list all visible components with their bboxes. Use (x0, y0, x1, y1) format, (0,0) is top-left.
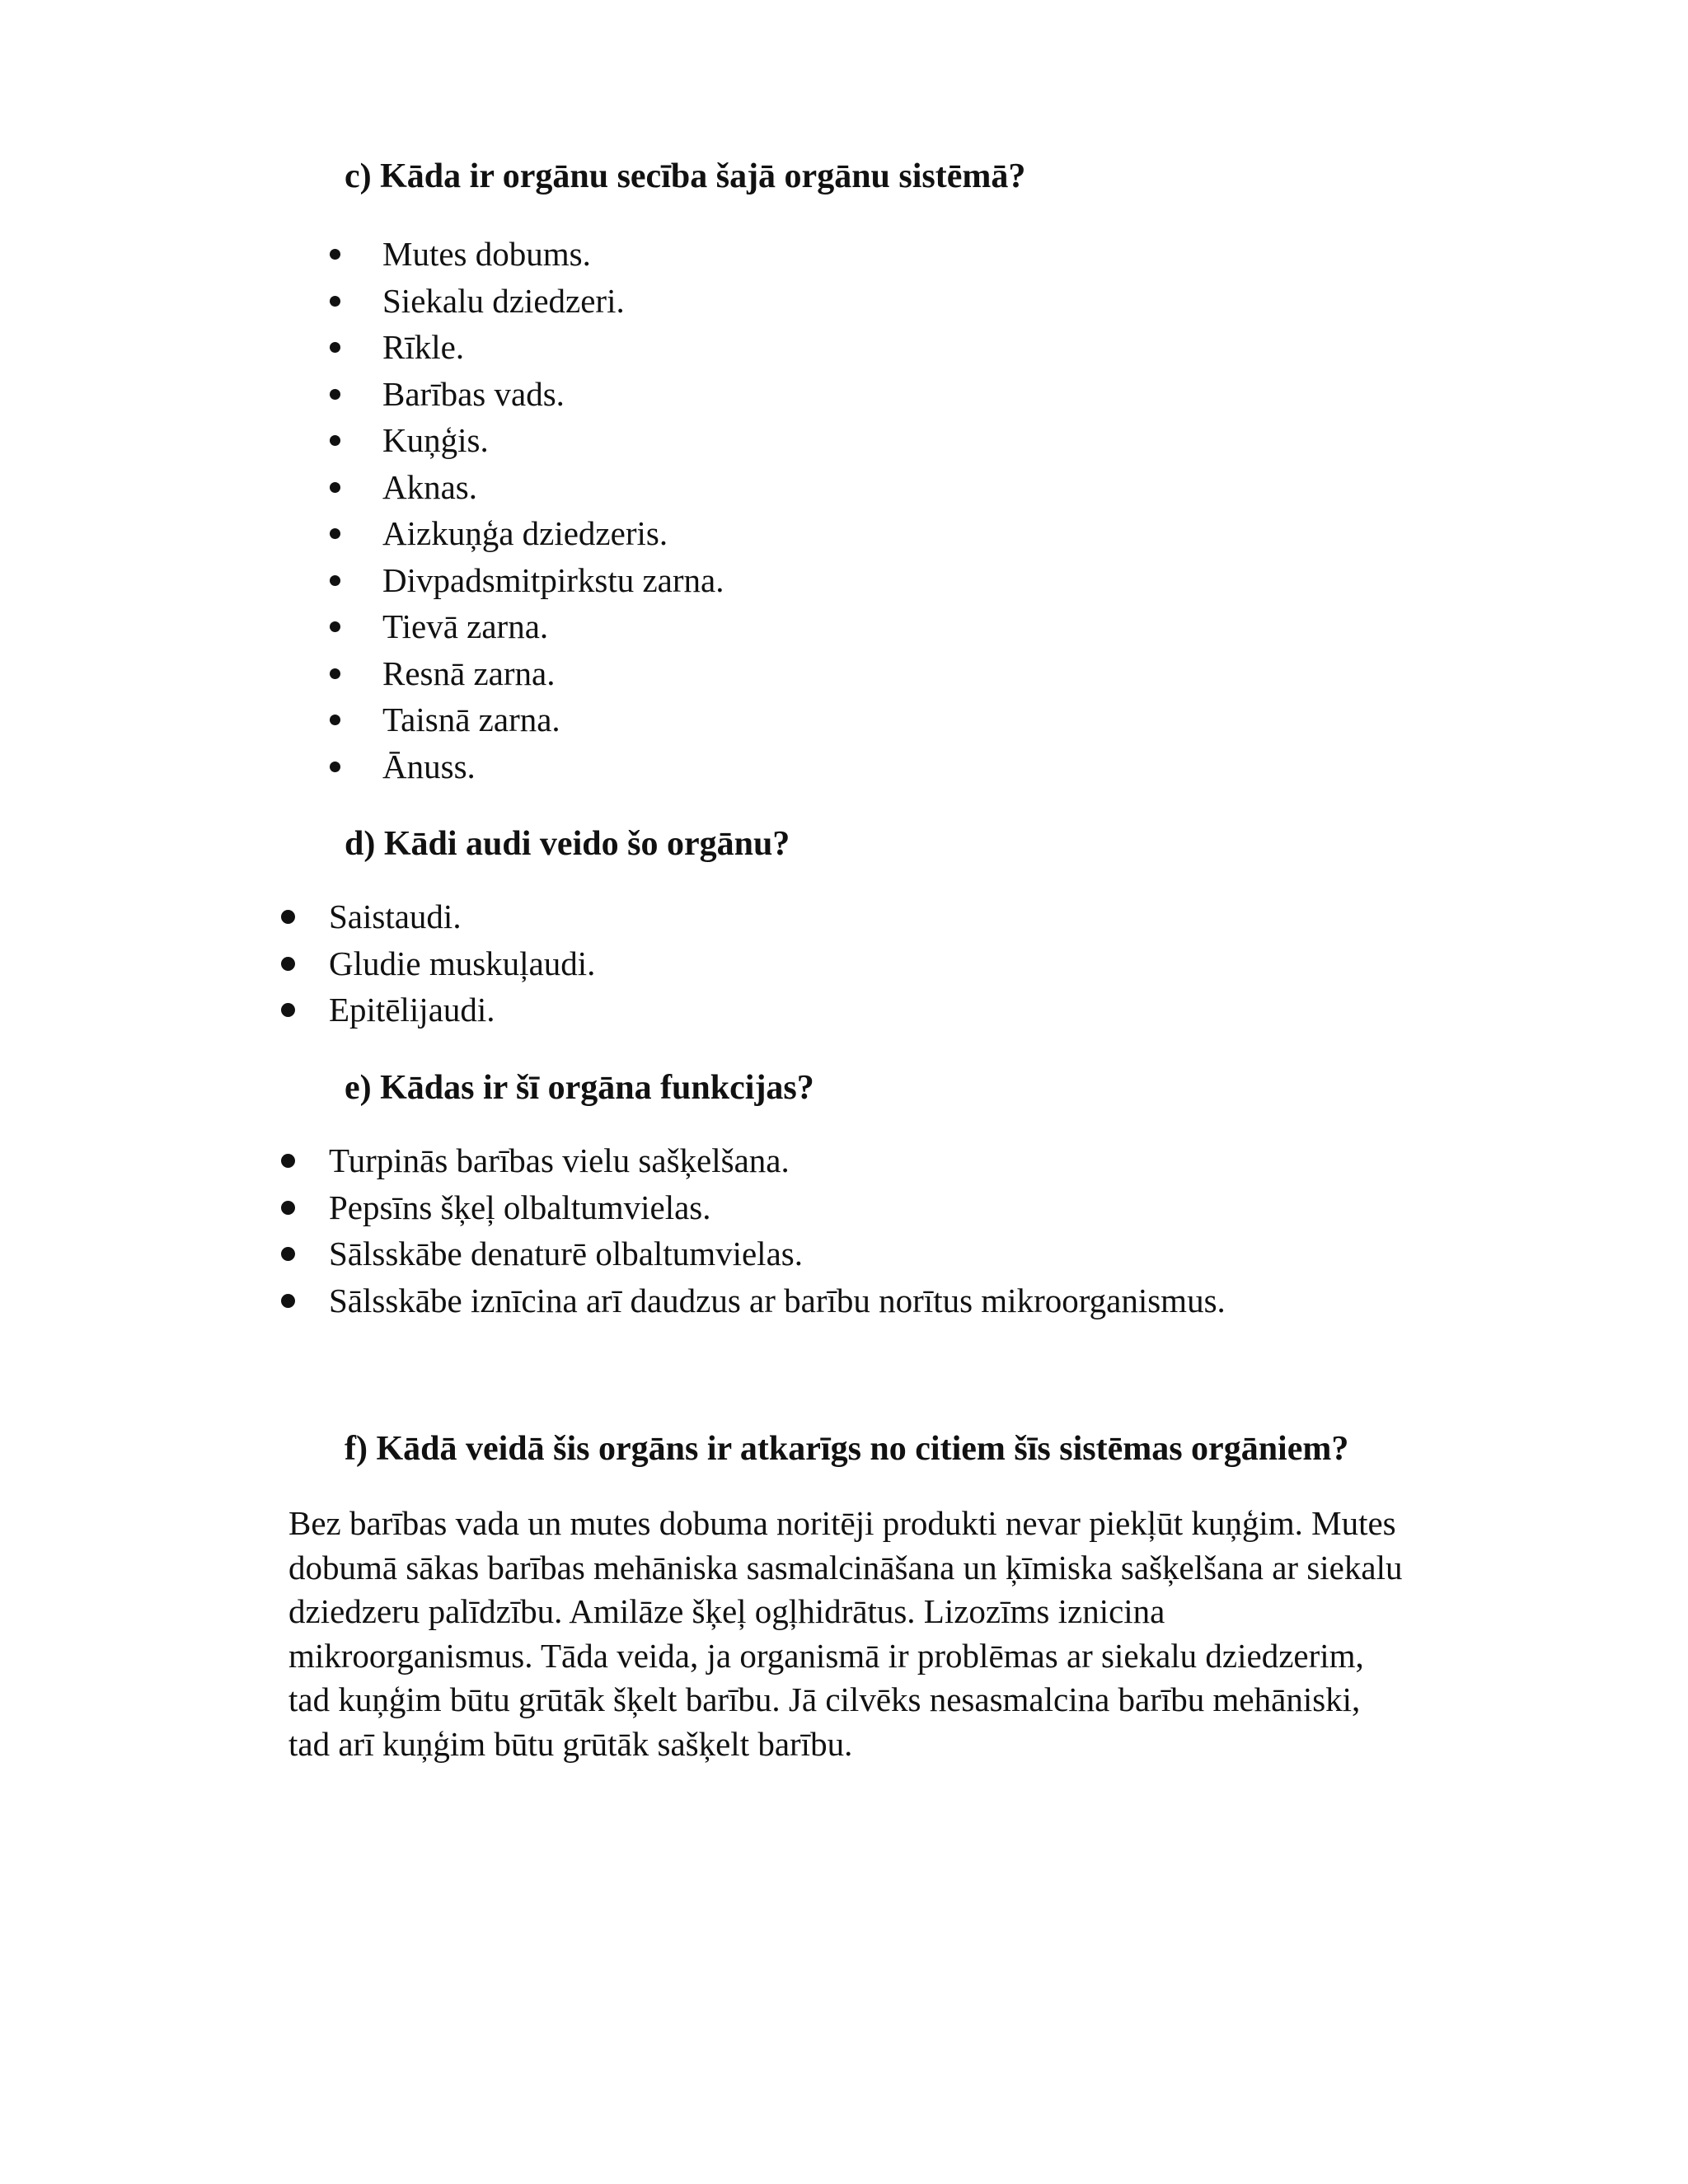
list-item: Pepsīns šķeļ olbaltumvielas. (279, 1184, 1226, 1231)
bullet-icon (281, 1247, 295, 1261)
bullet-icon (330, 389, 340, 400)
bullet-icon (281, 1294, 295, 1308)
list-item: Aizkuņģa dziedzeris. (330, 510, 724, 557)
list-item: Kuņģis. (330, 417, 724, 464)
paragraph-line: tad arī kuņģim būtu grūtāk sašķelt barību. (288, 1724, 853, 1763)
heading-section-e: e) Kādas ir šī orgāna funkcijas? (345, 1069, 814, 1107)
list-item: Turpinās barības vielu sašķelšana. (279, 1137, 1226, 1184)
bullet-icon (281, 1201, 295, 1215)
bullet-icon (330, 435, 340, 446)
paragraph-line: tad kuņģim būtu grūtāk šķelt barību. Jā cilvēks nesasmalcina barību mehāniski, (288, 1680, 1361, 1718)
bullet-icon (281, 1003, 295, 1017)
paragraph-line: Bez barības vada un mutes dobuma noritēji produkti nevar piekļūt kuņģim. Mutes (288, 1504, 1396, 1542)
list-item: Sālsskābe iznīcina arī daudzus ar barību norītus mikroorganismus. (279, 1277, 1226, 1324)
list-item: Barības vads. (330, 371, 724, 418)
list-item: Epitēlijaudi. (279, 987, 595, 1033)
list-item: Mutes dobums. (330, 231, 724, 278)
list-item: Tievā zarna. (330, 603, 724, 650)
bullet-icon (330, 715, 340, 725)
list-item: Sālsskābe denaturē olbaltumvielas. (279, 1230, 1226, 1277)
bullet-icon (330, 528, 340, 539)
heading-section-c: c) Kāda ir orgānu secība šajā orgānu sistēmā? (345, 157, 1026, 195)
bullet-icon (330, 342, 340, 353)
heading-section-f: f) Kādā veidā šis orgāns ir atkarīgs no citiem šīs sistēmas orgāniem? (345, 1430, 1349, 1468)
heading-section-d: d) Kādi audi veido šo orgānu? (345, 825, 790, 863)
paragraph-line: dziedzeru palīdzību. Amilāze šķeļ ogļhidrātus. Lizozīms iznicina (288, 1592, 1165, 1630)
list-item: Aknas. (330, 464, 724, 511)
list-item: Ānuss. (330, 743, 724, 790)
list-item: Gludie muskuļaudi. (279, 940, 595, 987)
bullet-icon (281, 1154, 295, 1168)
list-item: Rīkle. (330, 324, 724, 371)
bullet-icon (330, 621, 340, 632)
list-item: Saistaudi. (279, 893, 595, 940)
bullet-icon (330, 249, 340, 260)
bullet-icon (330, 296, 340, 307)
bullet-icon (330, 575, 340, 586)
bullet-icon (281, 910, 295, 924)
answer-paragraph (288, 1502, 1574, 1766)
function-list (279, 1137, 1226, 1324)
list-item: Siekalu dziedzeri. (330, 278, 724, 325)
bullet-icon (330, 762, 340, 772)
organ-order-list (330, 231, 724, 790)
bullet-icon (281, 957, 295, 971)
list-item: Taisnā zarna. (330, 696, 724, 743)
list-item: Resnā zarna. (330, 650, 724, 697)
paragraph-line: dobumā sākas barības mehāniska sasmalcināšana un ķīmiska sašķelšana ar siekalu (288, 1548, 1403, 1586)
list-item: Divpadsmitpirkstu zarna. (330, 557, 724, 604)
tissue-list (279, 893, 595, 1033)
paragraph-line: mikroorganismus. Tāda veida, ja organismā ir problēmas ar siekalu dziedzerim, (288, 1636, 1364, 1675)
bullet-icon (330, 668, 340, 679)
bullet-icon (330, 482, 340, 493)
